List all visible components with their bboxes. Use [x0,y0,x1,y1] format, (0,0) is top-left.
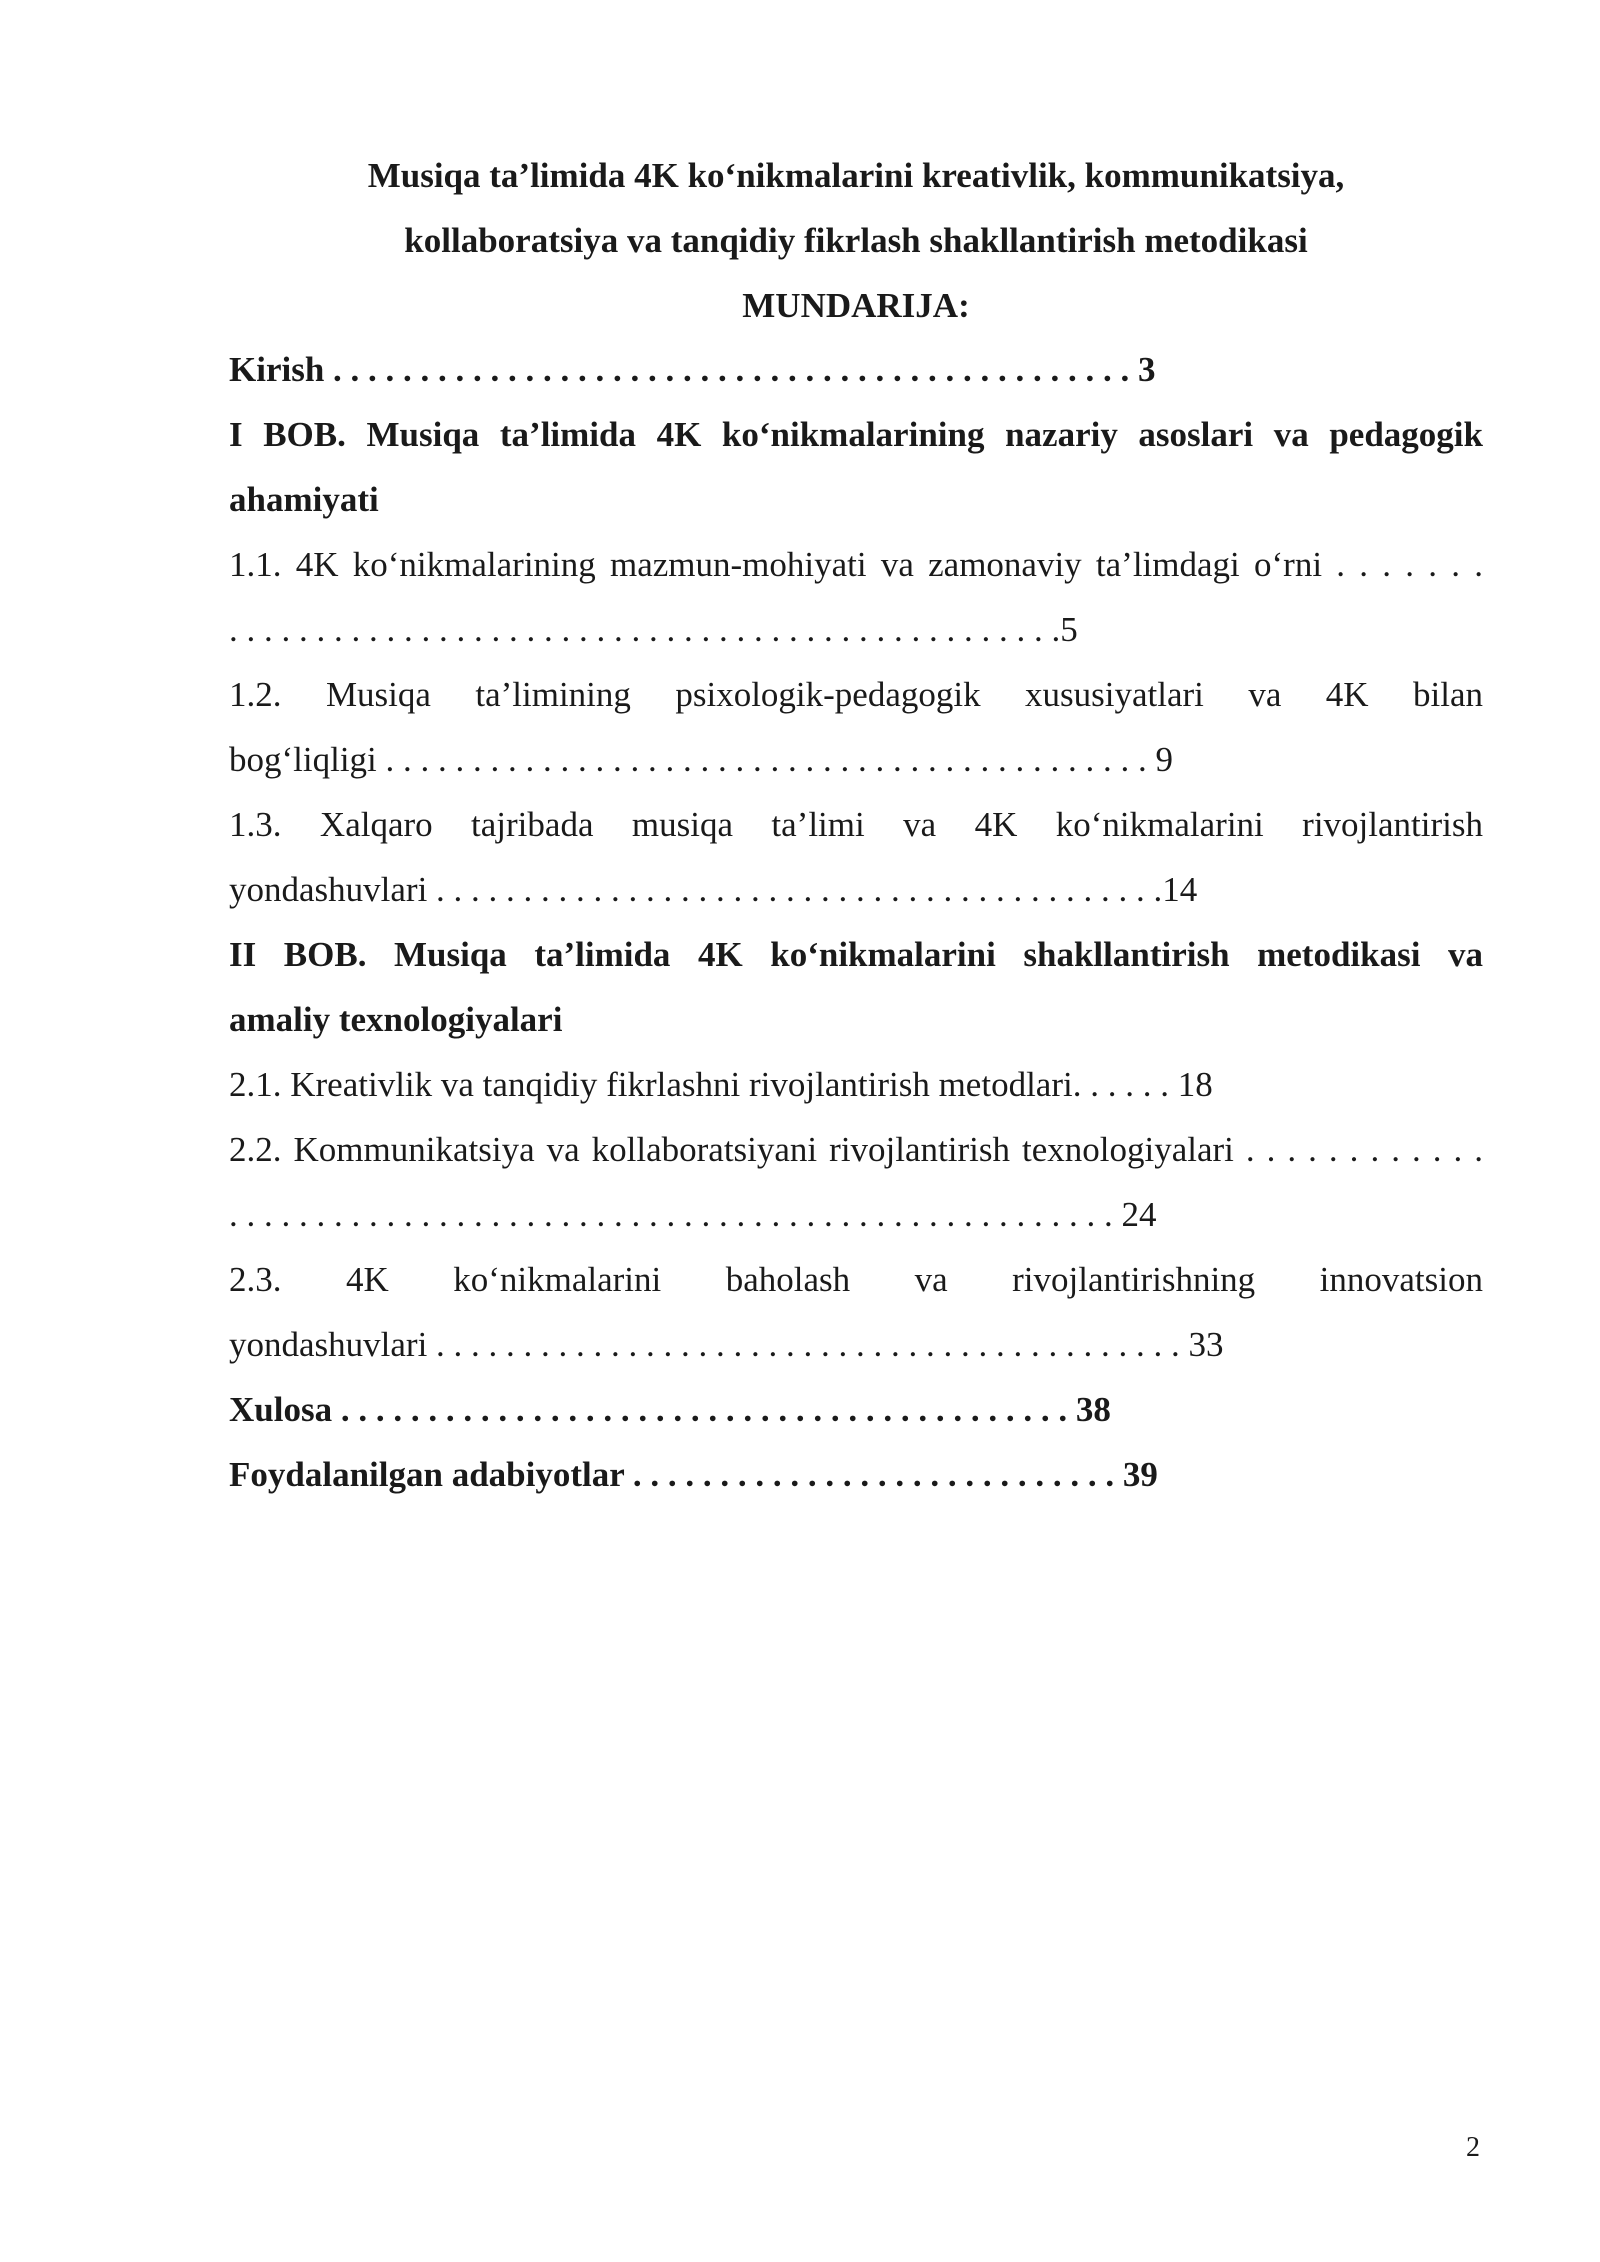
toc-chapter-1-line-2: ahamiyati [229,480,379,519]
toc-heading: MUNDARIJA: [742,286,970,325]
table-of-contents [229,337,1483,1507]
toc-chapter-2-line-1: II BOB. Musiqa ta’limida 4K ko‘nikmalarini shakllantirish metodikasi va [229,935,1483,974]
toc-entry-kirish [229,337,1483,402]
toc-entry-2-2-line-2: . . . . . . . . . . . . . . . . . . . . . . . . . . . . . . . . . . . . . . . . . . . . . . . . . . . 24 [229,1195,1157,1234]
toc-line: Kirish . . . . . . . . . . . . . . . . . . . . . . . . . . . . . . . . . . . . . . . . . . . . . . 3 [229,350,1156,389]
toc-entry-bibliography: Foydalanilgan adabiyotlar . . . . . . . . . . . . . . . . . . . . . . . . . . . . 39 [229,1455,1158,1494]
toc-chapter-1-line-1: I BOB. Musiqa ta’limida 4K ko‘nikmalarining nazariy asoslari va pedagogik [229,415,1483,454]
toc-entry-1-1-line-2: . . . . . . . . . . . . . . . . . . . . . . . . . . . . . . . . . . . . . . . . . . . . . . . .5 [229,610,1078,649]
toc-entry-2-1: 2.1. Kreativlik va tanqidiy fikrlashni rivojlantirish metodlari. . . . . . 18 [229,1065,1213,1104]
page-number: 2 [1466,2132,1480,2163]
toc-chapter-2-line-2: amaliy texnologiyalari [229,1000,563,1039]
toc-entry-1-2-line-2: bog‘liqligi . . . . . . . . . . . . . . . . . . . . . . . . . . . . . . . . . . . . . . . . . . . . 9 [229,740,1174,779]
toc-entry-2-3-line-2: yondashuvlari . . . . . . . . . . . . . . . . . . . . . . . . . . . . . . . . . . . . . . . . . . . 33 [229,1325,1224,1364]
toc-entry-1-1-line-1: 1.1. 4K ko‘nikmalarining mazmun-mohiyati va zamonaviy ta’limdagi o‘rni . . . . . . . [229,545,1483,584]
document-title [229,143,1483,338]
toc-entry-1-3-line-2: yondashuvlari . . . . . . . . . . . . . . . . . . . . . . . . . . . . . . . . . . . . . . . . . .14 [229,870,1198,909]
title-line-2: kollaboratsiya va tanqidiy fikrlash shakllantirish metodikasi [404,221,1308,260]
toc-entry-xulosa: Xulosa . . . . . . . . . . . . . . . . . . . . . . . . . . . . . . . . . . . . . . . . . . 38 [229,1390,1111,1429]
toc-entry-2-2-line-1: 2.2. Kommunikatsiya va kollaboratsiyani rivojlantirish texnologiyalari . . . . . . . . . . . . [229,1130,1483,1169]
toc-entry-1-2-line-1: 1.2. Musiqa ta’limining psixologik-pedagogik xususiyatlari va 4K bilan [229,675,1483,714]
toc-entry-2-3-line-1: 2.3. 4K ko‘nikmalarini baholash va rivojlantirishning innovatsion [229,1260,1483,1299]
title-line-1: Musiqa ta’limida 4K ko‘nikmalarini kreativlik, kommunikatsiya, [367,156,1345,195]
toc-entry-1-3-line-1: 1.3. Xalqaro tajribada musiqa ta’limi va 4K ko‘nikmalarini rivojlantirish [229,805,1483,844]
